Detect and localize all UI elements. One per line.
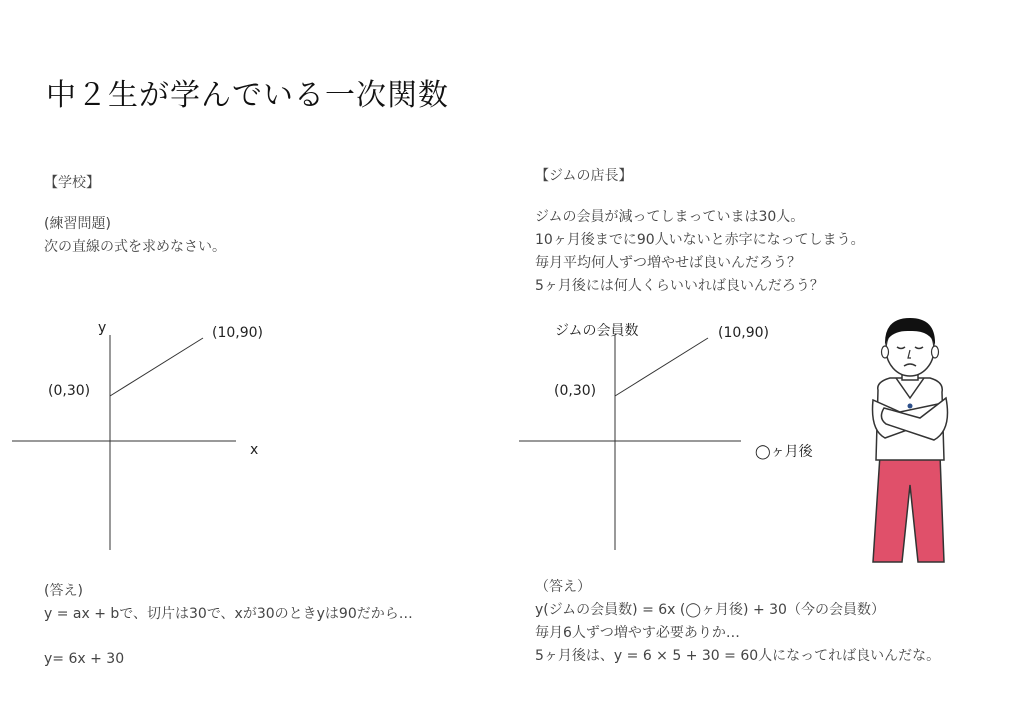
pants [873,455,944,562]
school-graph-x-label: x [250,442,259,458]
school-graph-y-label: y [98,320,107,336]
gym-answer-label: （答え） [535,579,591,595]
gym-story-line2: 10ヶ月後までに90人いないと赤字になってしまう。 [535,232,865,248]
gym-answer-line2: 毎月6人ずつ増やす必要ありか… [535,625,740,641]
school-graph-point2: (10,90) [212,325,264,341]
school-answer-label: (答え) [44,583,83,599]
page-title: 中２生が学んでいる一次関数 [46,78,449,113]
school-answer-line2: y= 6x + 30 [44,651,125,667]
gym-graph-x-label: ◯ヶ月後 [755,444,813,460]
school-answer-line1: y = ax + bで、切片は30で、xが30のときyは90だから… [44,606,413,622]
gym-story-line4: 5ヶ月後には何人くらいいれば良いんだろう？ [535,278,824,294]
exercise-label: (練習問題) [44,216,111,232]
gym-graph-point2: (10,90) [718,325,770,341]
exercise-text: 次の直線の式を求めなさい。 [44,239,226,255]
gym-graph-y-label: ジムの会員数 [555,323,639,339]
school-heading: 【学校】 [44,175,100,191]
gym-story-line1: ジムの会員が減ってしまっていまは30人。 [535,209,805,225]
gym-answer-line3: 5ヶ月後は、y = 6 × 5 + 30 = 60人になってれば良いんだな。 [535,648,941,664]
gym-heading: 【ジムの店長】 [535,168,633,184]
gym-answer-line1: y(ジムの会員数) = 6x (◯ヶ月後) + 30（今の会員数） [535,602,885,618]
gym-story-line3: 毎月平均何人ずつ増やせば良いんだろう？ [535,255,801,271]
school-graph-point1: (0,30) [48,383,91,399]
gym-graph-point1: (0,30) [554,383,597,399]
